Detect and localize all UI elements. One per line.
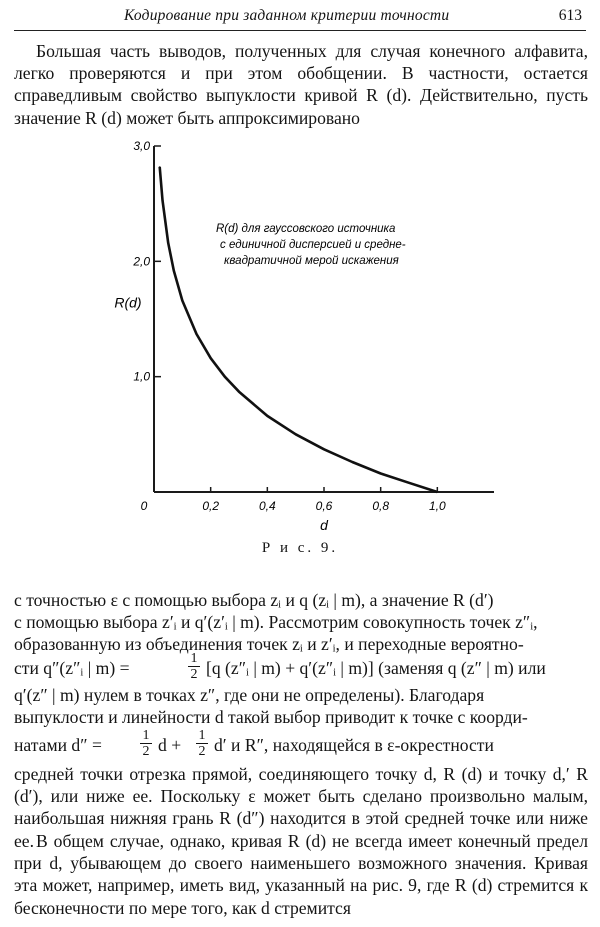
text-line-7: В общем случае, однако, кривая R (d) не всегда имеет конечный предел при d, убывающем до своего наименьшего возможного значения. Кривая эта может, например, иметь вид, указанный на рис. 9, где R (d) стремится к бесконечности по мере того, как d стремится	[14, 831, 588, 918]
formula-1-fraction	[188, 651, 200, 682]
paragraph-top	[14, 40, 588, 129]
rd-curve-point	[173, 270, 174, 271]
text-line-6: средней точки отрезка прямой, соединяющего точку d, R (d) и точку d,′ R (d′), или ниже ее. Поскольку ε может быть сделано произвольно малым, наибольшая нижняя грань R (d″) находится в этой средней точке или ниже ее.	[14, 764, 588, 851]
rd-curve-point	[159, 166, 160, 167]
figure-annotation-line: с единичной дисперсией и средне-	[220, 239, 406, 251]
rd-chart	[90, 136, 510, 536]
formula-d-double-prime	[14, 727, 588, 761]
figure-9	[90, 136, 510, 536]
x-tick-label: 0,4	[258, 499, 276, 513]
running-title: Кодирование при заданном критерии точности	[124, 7, 450, 24]
figure-caption: Р и с. 9.	[261, 540, 339, 556]
formula-2-left: натами d″ =	[14, 735, 102, 755]
y-tick-label: 1,0	[133, 369, 150, 384]
fraction-denominator: 2	[142, 744, 150, 759]
x-axis-label: d	[320, 517, 328, 533]
rd-curve-point	[380, 473, 381, 474]
fraction-numerator: 1	[188, 651, 200, 667]
rd-curve-point	[352, 461, 353, 462]
rd-curve-point	[437, 491, 438, 492]
y-tick-label: 3,0	[133, 139, 150, 153]
fraction-numerator: 1	[196, 728, 208, 744]
rd-curve-point	[323, 449, 324, 450]
text-line-1: с точностью ε с помощью выбора zᵢ и q (zᵢ | m), а значение R (d′)	[14, 590, 494, 610]
rd-curve-point	[267, 415, 268, 416]
x-tick-label: 0	[140, 499, 148, 513]
paragraph-after-l4-5	[14, 684, 588, 728]
x-tick-label: 0,2	[202, 499, 220, 513]
page-number: 613	[558, 7, 582, 24]
rd-curve-point	[295, 434, 296, 435]
paragraph-bottom	[14, 830, 588, 919]
x-tick-label: 0,6	[315, 499, 333, 513]
fraction-denominator: 2	[198, 744, 206, 759]
text-line-2: с помощью выбора z′ᵢ и q′(z′ᵢ | m). Рассмотрим совокупность точек z″ᵢ,	[14, 612, 538, 633]
formula-2-fraction-1	[140, 728, 152, 759]
rd-curve-point	[168, 242, 169, 243]
rd-curve	[160, 167, 438, 492]
rd-curve-point	[224, 376, 225, 377]
figure-annotation-line: квадратичной мерой искажения	[224, 255, 399, 267]
x-tick-label: 0,8	[372, 499, 390, 513]
formula-2-right: d′ и R″, находящейся в ε-окрестности	[214, 735, 494, 755]
rd-curve-point	[182, 300, 183, 301]
y-axis-label: R(d)	[114, 294, 142, 311]
text-line-5: выпуклости и линейности d такой выбор приводит к точке с коорди-	[14, 707, 528, 728]
fraction-numerator: 1	[140, 728, 152, 744]
paragraph-after-l1-3	[14, 589, 588, 656]
fraction-denominator: 2	[190, 667, 198, 682]
y-tick-label: 2,0	[133, 254, 150, 269]
formula-q-double-prime	[14, 650, 588, 684]
rd-curve-point	[408, 482, 409, 483]
rd-curve-point	[162, 200, 163, 201]
x-tick-label: 1,0	[428, 499, 446, 513]
formula-2-fraction-2	[196, 728, 208, 759]
formula-2-middle: d +	[158, 735, 182, 755]
formula-1-left: сти q″(z″ᵢ | m) =	[14, 658, 130, 678]
figure-annotation-line: R(d) для гауссовского источника	[216, 223, 396, 235]
rd-curve-point	[196, 333, 197, 334]
formula-1-right: [q (z″ᵢ | m) + q′(z″ᵢ | m)] (заменяя q (z″ | m) или	[206, 658, 546, 678]
rd-curve-point	[238, 391, 239, 392]
rd-curve-point	[210, 358, 211, 359]
paragraph-top-text: Большая часть выводов, полученных для случая конечного алфавита, легко проверяются и при этом обобщении. В частности, остается справедливым свойство выпуклости кривой R (d). Действительно, пусть значение R (d) может быть аппроксимировано	[14, 41, 588, 128]
running-header	[14, 6, 586, 31]
text-line-4: q′(z″ | m) нулем в точках z″, где они не определены). Благодаря	[14, 685, 485, 705]
text-line-3: образованную из объединения точек zᵢ и z′ᵢ, и переходные вероятно-	[14, 634, 524, 655]
